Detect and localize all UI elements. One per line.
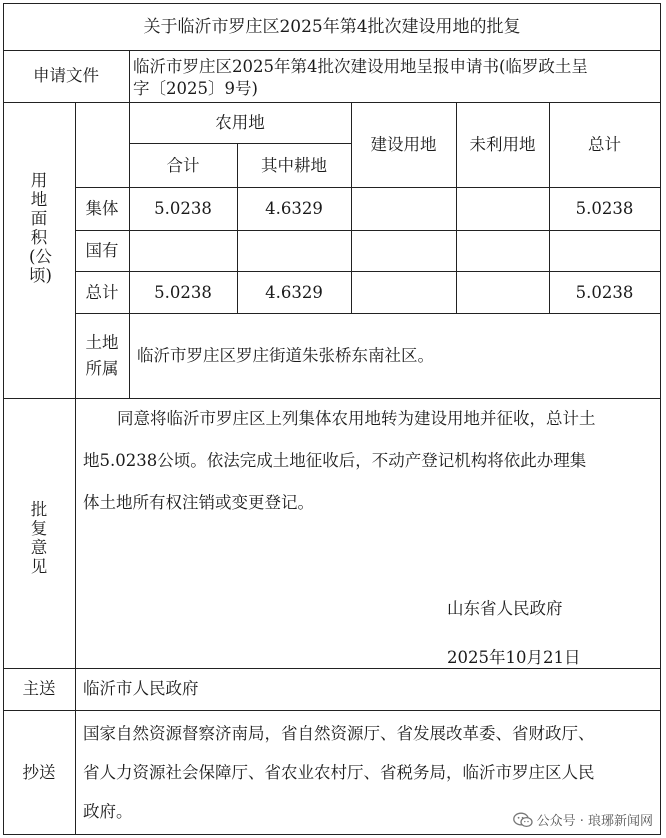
send-to-label: 主送 xyxy=(22,679,56,698)
watermark xyxy=(513,810,653,829)
send-to-value: 临沂市人民政府 xyxy=(83,679,199,698)
divider-header-mid xyxy=(129,143,351,144)
opinion-signer: 山东省人民政府 xyxy=(447,599,563,618)
divider-application-label xyxy=(129,50,130,102)
divider-agri xyxy=(351,102,352,313)
divider-title xyxy=(3,50,661,51)
divider-row-1 xyxy=(75,230,661,231)
approval-document xyxy=(3,3,661,835)
cell-total-total: 5.0238 xyxy=(575,283,634,302)
opinion-label: 批复意见 xyxy=(30,500,48,576)
cc-text-line-3: 政府。 xyxy=(83,802,133,821)
land-area-label: 用地面积(公顷) xyxy=(29,171,52,285)
border-right xyxy=(660,3,661,835)
divider-send xyxy=(3,710,661,711)
divider-header-bottom xyxy=(75,187,661,188)
header-total: 总计 xyxy=(588,135,621,154)
divider-application xyxy=(3,102,661,103)
opinion-date: 2025年10月21日 xyxy=(447,648,581,667)
header-subtotal: 合计 xyxy=(166,156,200,175)
header-unused: 未利用地 xyxy=(469,135,536,154)
header-agricultural: 农用地 xyxy=(215,113,265,132)
border-left xyxy=(3,3,4,835)
divider-row-label xyxy=(129,102,130,398)
opinion-text-line-2: 地5.0238公顷。依法完成土地征收后，不动产登记机构将依此办理集 xyxy=(83,451,587,470)
application-text-line-1: 临沂市罗庄区2025年第4批次建设用地呈报申请书(临罗政土呈 xyxy=(133,57,588,76)
divider-land-area xyxy=(3,398,661,399)
application-label: 申请文件 xyxy=(33,66,99,85)
ownership-label-line-2: 所属 xyxy=(85,359,119,378)
cell-collective-cultivated: 4.6329 xyxy=(265,199,323,218)
cell-collective-total: 5.0238 xyxy=(575,199,634,218)
row-label-total: 总计 xyxy=(85,283,119,302)
cc-text-line-2: 省人力资源社会保障厅、省农业农村厅、省税务局，临沂市罗庄区人民 xyxy=(83,763,595,782)
cc-label: 抄送 xyxy=(22,763,56,782)
row-label-collective: 集体 xyxy=(85,199,119,218)
border-bottom xyxy=(3,834,661,835)
ownership-label-line-1: 土地 xyxy=(85,333,119,352)
ownership-value: 临沂市罗庄区罗庄街道朱张桥东南社区。 xyxy=(137,346,434,365)
watermark-text: 公众号 · 琅琊新闻网 xyxy=(536,814,653,829)
opinion-text-line-3: 体土地所有权注销或变更登记。 xyxy=(83,493,314,512)
cell-collective-subtotal: 5.0238 xyxy=(154,199,212,218)
application-text-line-2: 字〔2025〕9号) xyxy=(133,79,258,98)
opinion-text-line-1: 同意将临沂市罗庄区上列集体农用地转为建设用地并征收，总计土 xyxy=(117,409,596,428)
divider-construction xyxy=(456,102,457,313)
wechat-icon xyxy=(513,812,533,828)
cc-text-line-1: 国家自然资源督察济南局，省自然资源厅、省发展改革委、省财政厅、 xyxy=(83,724,595,743)
row-label-state: 国有 xyxy=(85,241,119,260)
header-construction: 建设用地 xyxy=(370,135,437,154)
divider-row-2 xyxy=(75,271,661,272)
divider-opinion xyxy=(3,668,661,669)
border-top xyxy=(3,3,661,4)
cell-total-subtotal: 5.0238 xyxy=(154,283,212,302)
divider-row-3 xyxy=(75,313,661,314)
header-cultivated: 其中耕地 xyxy=(261,156,327,175)
document-title: 关于临沂市罗庄区2025年第4批次建设用地的批复 xyxy=(143,17,521,37)
cell-total-cultivated: 4.6329 xyxy=(265,283,323,302)
